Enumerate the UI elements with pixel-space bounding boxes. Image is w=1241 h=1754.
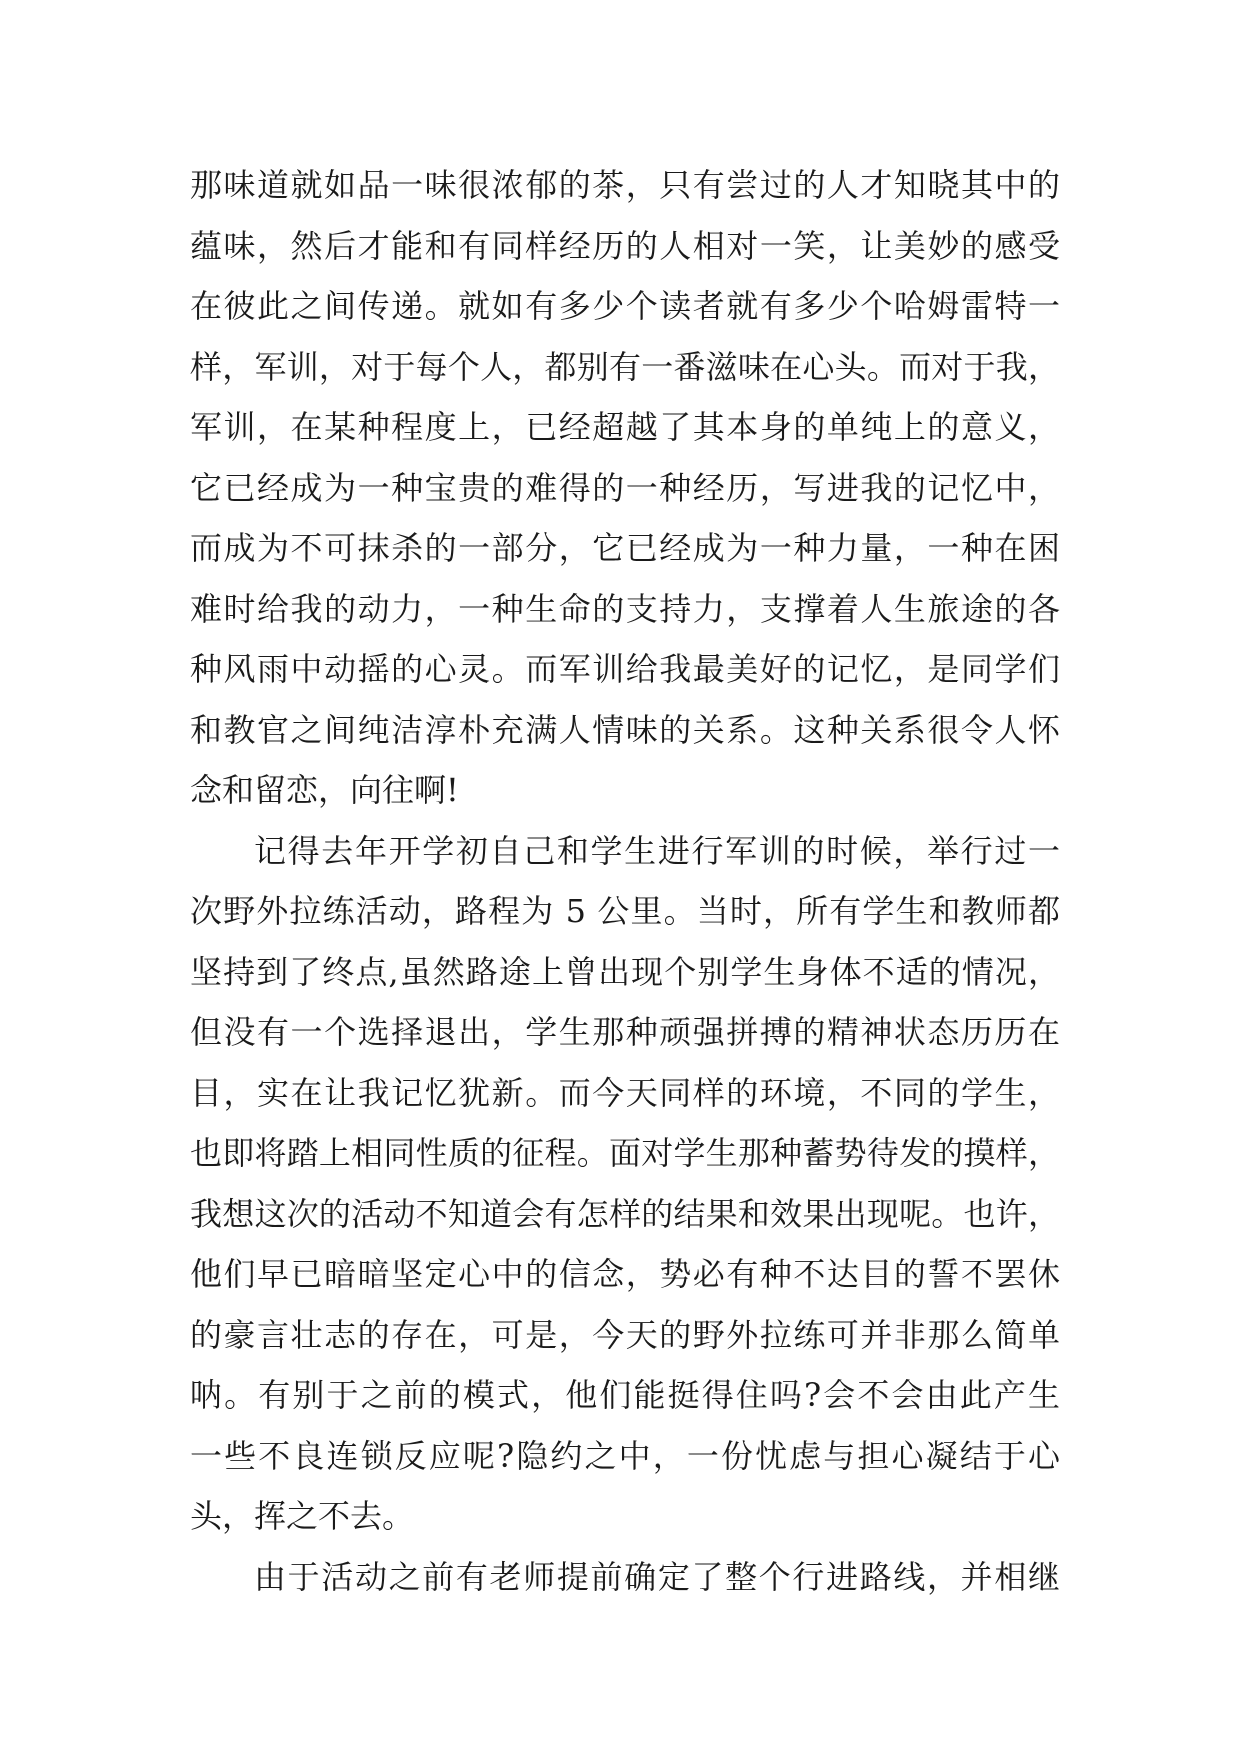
text-line: 头，挥之不去。 (190, 1497, 415, 1535)
text-line: 军训，在某种程度上，已经超越了其本身的单纯上的意义， (190, 408, 1060, 446)
text-line: 但没有一个选择退出，学生那种顽强拼搏的精神状态历历在 (190, 1013, 1060, 1051)
text-line: 目，实在让我记忆犹新。而今天同样的环境，不同的学生， (190, 1073, 1060, 1112)
text-line: 种风雨中动摇的心灵。而军训给我最美好的记忆，是同学们 (190, 650, 1060, 688)
text-line: 他们早已暗暗坚定心中的信念，势必有种不达目的誓不罢休 (190, 1255, 1060, 1293)
text-line: 念和留恋，向往啊! (190, 771, 459, 809)
text-line: 的豪言壮志的存在，可是，今天的野外拉练可并非那么简单 (190, 1315, 1060, 1354)
text-line: 次野外拉练活动，路程为 5 公里。当时，所有学生和教师都 (190, 892, 1060, 930)
text-line: 也即将踏上相同性质的征程。面对学生那种蓄势待发的摸样， (190, 1134, 1060, 1172)
text-line: 由于活动之前有老师提前确定了整个行进路线，并相继 (254, 1557, 1060, 1596)
text-line: 难时给我的动力，一种生命的支持力，支撑着人生旅途的各 (190, 589, 1060, 628)
document-body (190, 155, 1060, 1607)
text-line: 样，军训，对于每个人，都别有一番滋味在心头。而对于我， (190, 347, 1060, 386)
paragraph (190, 1547, 1060, 1608)
text-line: 它已经成为一种宝贵的难得的一种经历，写进我的记忆中， (190, 468, 1060, 507)
text-line: 而成为不可抹杀的一部分，它已经成为一种力量，一种在困 (190, 529, 1060, 567)
text-line: 一些不良连锁反应呢?隐约之中，一份忧虑与担心凝结于心 (190, 1436, 1060, 1475)
text-line: 记得去年开学初自己和学生进行军训的时候，举行过一 (254, 831, 1060, 870)
text-line: 呐。有别于之前的模式，他们能挺得住吗?会不会由此产生 (190, 1376, 1060, 1414)
text-line: 那味道就如品一味很浓郁的茶，只有尝过的人才知晓其中的 (190, 166, 1060, 204)
text-line: 在彼此之间传递。就如有多少个读者就有多少个哈姆雷特一 (190, 287, 1060, 325)
text-line: 和教官之间纯洁淳朴充满人情味的关系。这种关系很令人怀 (190, 710, 1060, 749)
paragraph (190, 821, 1060, 1547)
paragraph (190, 155, 1060, 821)
text-line: 坚持到了终点,虽然路途上曾出现个别学生身体不适的情况， (190, 952, 1060, 991)
text-line: 蕴味，然后才能和有同样经历的人相对一笑，让美妙的感受 (190, 226, 1060, 265)
text-line: 我想这次的活动不知道会有怎样的结果和效果出现呢。也许， (190, 1194, 1060, 1233)
